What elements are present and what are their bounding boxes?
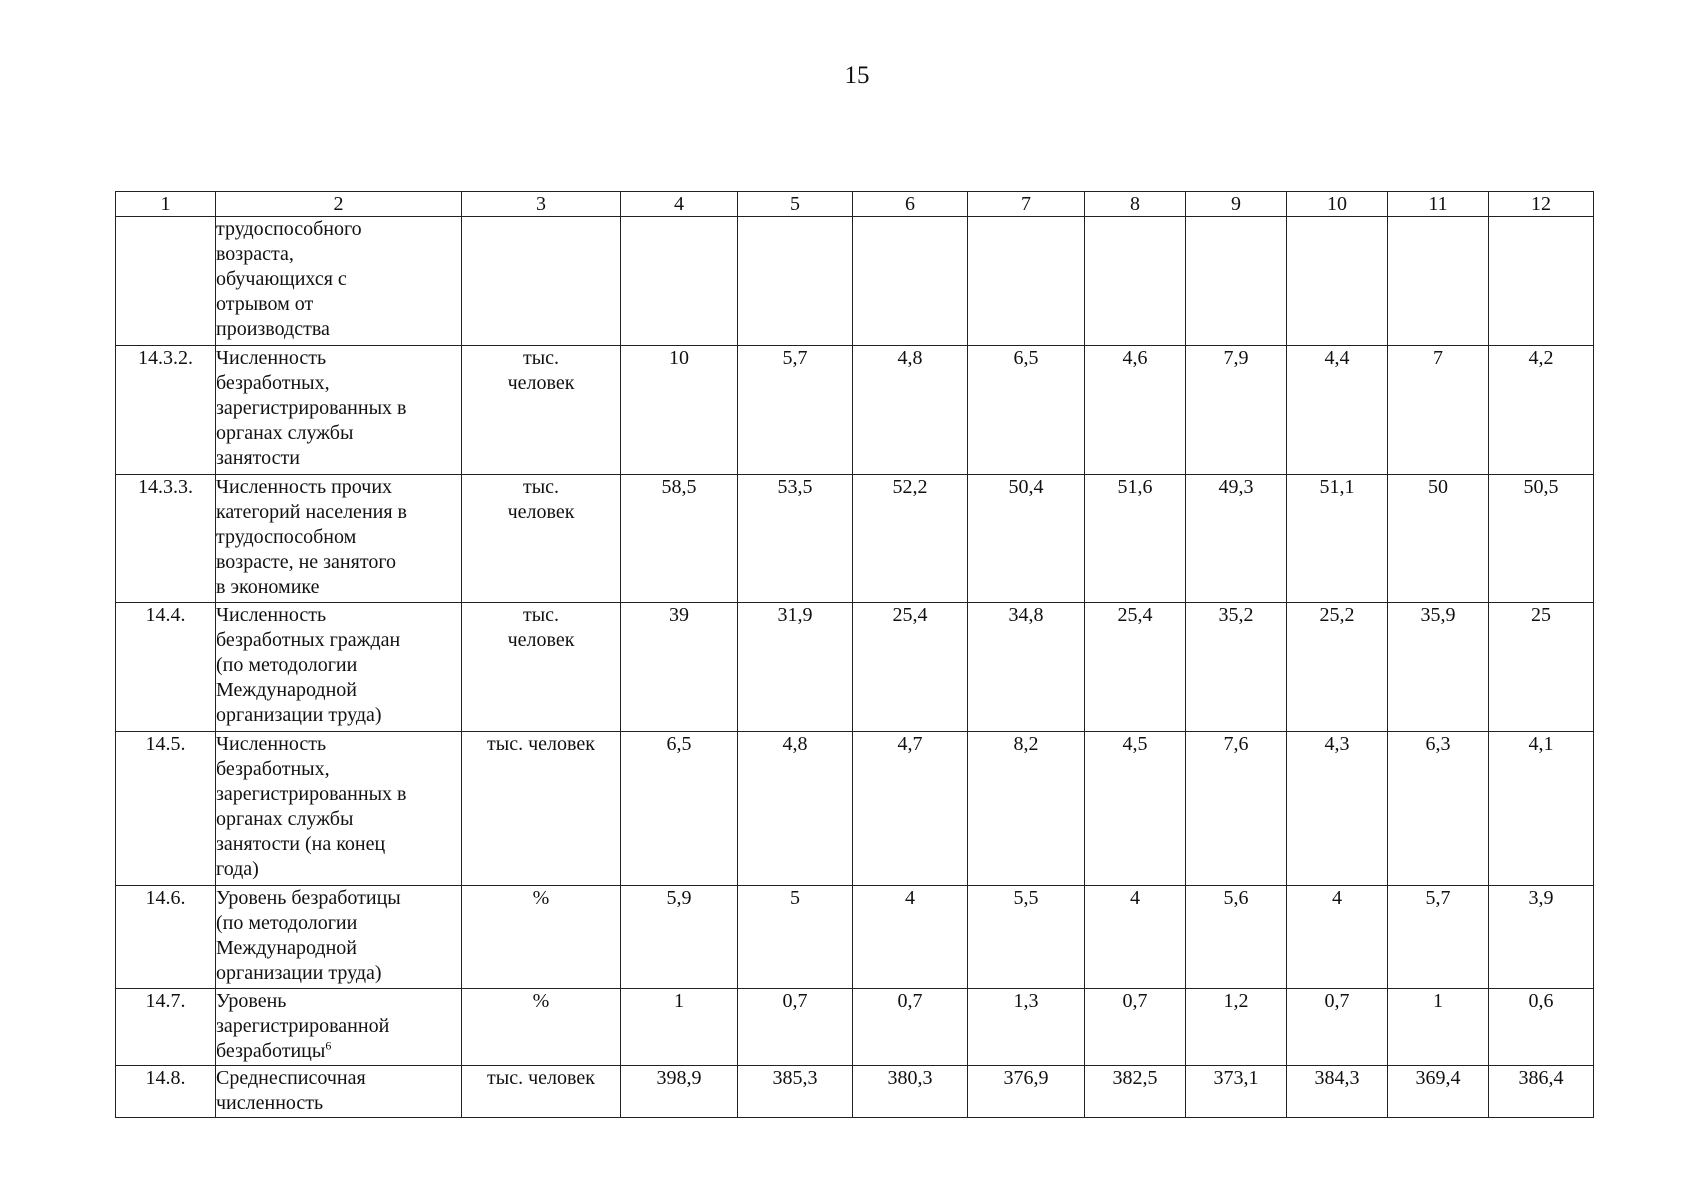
value-cell: 5,7: [738, 346, 853, 475]
column-header: 11: [1388, 192, 1489, 217]
indicator-name-line: [216, 782, 461, 807]
indicator-name-line: [216, 886, 461, 911]
value-cell: 4: [853, 886, 968, 989]
indicator-name-text: Международной: [216, 679, 357, 701]
indicator-name-text: года): [216, 858, 259, 880]
indicator-name-line: [216, 242, 461, 267]
column-header: 5: [738, 192, 853, 217]
value-cell: 39: [621, 603, 738, 732]
indicator-name-line: [216, 475, 461, 500]
value-cell: [1388, 217, 1489, 346]
unit-line: %: [532, 887, 550, 909]
value-cell: 25,4: [853, 603, 968, 732]
indicator-name-text: (по методологии: [216, 654, 358, 676]
value-cell: 376,9: [968, 1066, 1085, 1118]
indicator-name-text: Численность: [216, 733, 327, 755]
indicator-name-line: [216, 421, 461, 446]
value-cell: 25,4: [1085, 603, 1186, 732]
value-cell: [621, 217, 738, 346]
value-cell: 373,1: [1186, 1066, 1287, 1118]
value-cell: 398,9: [621, 1066, 738, 1118]
footnote-marker: 6: [325, 1038, 332, 1053]
indicator-name-line: [216, 1039, 461, 1064]
indicator-name-line: [216, 267, 461, 292]
value-cell: 4,4: [1287, 346, 1388, 475]
indicator-name-text: занятости (на конец: [216, 833, 386, 855]
value-cell: 31,9: [738, 603, 853, 732]
value-cell: 0,6: [1489, 989, 1594, 1066]
indicator-name-text: Численность: [216, 347, 327, 369]
indicator-name-text: обучающихся с: [216, 268, 347, 290]
value-cell: 7,6: [1186, 732, 1287, 886]
value-cell: 58,5: [621, 475, 738, 603]
unit-line: тыс.: [522, 604, 560, 626]
indicator-name-line: [216, 575, 461, 600]
value-cell: 1: [1388, 989, 1489, 1066]
value-cell: 49,3: [1186, 475, 1287, 603]
indicator-name: [216, 886, 462, 989]
value-cell: [853, 217, 968, 346]
indicator-name-line: [216, 500, 461, 525]
indicator-name-line: [216, 550, 461, 575]
indicator-name-text: возраста,: [216, 243, 294, 265]
indicator-name-line: [216, 292, 461, 317]
indicator-name-line: [216, 396, 461, 421]
column-header: 1: [116, 192, 216, 217]
value-cell: 4,6: [1085, 346, 1186, 475]
unit-of-measure: [462, 989, 621, 1066]
value-cell: 5,5: [968, 886, 1085, 989]
value-cell: 0,7: [738, 989, 853, 1066]
indicator-name: [216, 1066, 462, 1118]
table-row: [116, 475, 1594, 603]
value-cell: 7,9: [1186, 346, 1287, 475]
unit-line: человек: [507, 501, 575, 523]
value-cell: 384,3: [1287, 1066, 1388, 1118]
column-header: 12: [1489, 192, 1594, 217]
column-header: 7: [968, 192, 1085, 217]
indicator-name-text: органах службы: [216, 422, 354, 444]
indicator-name-line: [216, 703, 461, 728]
column-header: 4: [621, 192, 738, 217]
indicator-name-text: категорий населения в: [216, 501, 407, 523]
indicator-name-line: [216, 371, 461, 396]
table-row: [116, 603, 1594, 732]
unit-of-measure: [462, 475, 621, 603]
indicator-name-text: зарегистрированной: [216, 1015, 390, 1037]
unit-line: тыс. человек: [487, 1067, 595, 1089]
value-cell: [1287, 217, 1388, 346]
indicator-name-line: [216, 1091, 461, 1116]
indicator-name-text: безработных,: [216, 372, 330, 394]
column-header: 8: [1085, 192, 1186, 217]
unit-of-measure: [462, 886, 621, 989]
indicator-name: [216, 732, 462, 886]
value-cell: 4: [1287, 886, 1388, 989]
value-cell: 6,5: [968, 346, 1085, 475]
indicator-name-text: зарегистрированных в: [216, 397, 407, 419]
value-cell: 50,4: [968, 475, 1085, 603]
column-header: 9: [1186, 192, 1287, 217]
indicator-name-line: [216, 911, 461, 936]
indicator-name-text: органах службы: [216, 808, 354, 830]
value-cell: 0,7: [853, 989, 968, 1066]
value-cell: 25: [1489, 603, 1594, 732]
indicator-name-text: Международной: [216, 937, 357, 959]
indicator-name-line: [216, 989, 461, 1014]
row-number: 14.3.2.: [116, 346, 216, 475]
indicator-name-line: [216, 346, 461, 371]
table-body: [116, 217, 1594, 1118]
value-cell: 6,3: [1388, 732, 1489, 886]
value-cell: 380,3: [853, 1066, 968, 1118]
row-number: [116, 217, 216, 346]
value-cell: [738, 217, 853, 346]
unit-line: %: [532, 990, 550, 1012]
indicator-name-text: Среднесписочная: [216, 1067, 366, 1089]
indicator-name: [216, 346, 462, 475]
value-cell: [1085, 217, 1186, 346]
indicator-name-text: трудоспособного: [216, 218, 362, 240]
value-cell: 0,7: [1085, 989, 1186, 1066]
indicator-name: [216, 989, 462, 1066]
unit-of-measure: [462, 1066, 621, 1118]
value-cell: 369,4: [1388, 1066, 1489, 1118]
value-cell: 5,6: [1186, 886, 1287, 989]
value-cell: 5,9: [621, 886, 738, 989]
value-cell: [1489, 217, 1594, 346]
unit-of-measure: [462, 346, 621, 475]
indicator-name-text: Численность: [216, 604, 327, 626]
value-cell: 5,7: [1388, 886, 1489, 989]
indicator-name-text: возрасте, не занятого: [216, 551, 397, 573]
unit-line: человек: [507, 629, 575, 651]
indicator-name-text: безработных,: [216, 758, 330, 780]
value-cell: 51,1: [1287, 475, 1388, 603]
indicator-name-text: занятости: [216, 447, 300, 469]
row-number: 14.3.3.: [116, 475, 216, 603]
indicator-name-line: [216, 1066, 461, 1091]
unit-of-measure: [462, 217, 621, 346]
value-cell: 35,2: [1186, 603, 1287, 732]
value-cell: 5: [738, 886, 853, 989]
value-cell: 382,5: [1085, 1066, 1186, 1118]
value-cell: 4,7: [853, 732, 968, 886]
indicator-name-text: в экономике: [216, 576, 320, 598]
value-cell: 1,3: [968, 989, 1085, 1066]
indicator-name-text: зарегистрированных в: [216, 783, 407, 805]
table-row: [116, 217, 1594, 346]
value-cell: 4,2: [1489, 346, 1594, 475]
indicator-name-line: [216, 525, 461, 550]
indicator-name-text: производства: [216, 318, 330, 340]
indicator-name-line: [216, 628, 461, 653]
indicator-name-text: (по методологии: [216, 912, 358, 934]
indicator-name-line: [216, 732, 461, 757]
column-header: 2: [216, 192, 462, 217]
indicator-name-line: [216, 936, 461, 961]
indicator-name-line: [216, 678, 461, 703]
unit-line: тыс.: [522, 347, 560, 369]
column-header: 3: [462, 192, 621, 217]
value-cell: 50,5: [1489, 475, 1594, 603]
indicator-name-text: организации труда): [216, 962, 382, 984]
table-row: [116, 886, 1594, 989]
column-header: 10: [1287, 192, 1388, 217]
value-cell: 6,5: [621, 732, 738, 886]
indicator-name-text: отрывом от: [216, 293, 314, 315]
indicator-name-line: [216, 832, 461, 857]
unit-of-measure: [462, 603, 621, 732]
unit-line: человек: [507, 372, 575, 394]
value-cell: 4,3: [1287, 732, 1388, 886]
column-header: 6: [853, 192, 968, 217]
row-number: 14.7.: [116, 989, 216, 1066]
indicator-name-line: [216, 807, 461, 832]
unit-of-measure: [462, 732, 621, 886]
value-cell: 51,6: [1085, 475, 1186, 603]
page-number: 15: [844, 62, 870, 89]
data-table: [115, 191, 1594, 1118]
value-cell: 25,2: [1287, 603, 1388, 732]
unit-line: тыс.: [522, 476, 560, 498]
indicator-name-line: [216, 961, 461, 986]
value-cell: 4,5: [1085, 732, 1186, 886]
indicator-name: [216, 475, 462, 603]
value-cell: 50: [1388, 475, 1489, 603]
row-number: 14.4.: [116, 603, 216, 732]
table-row: [116, 732, 1594, 886]
indicator-name-line: [216, 317, 461, 342]
value-cell: 4,1: [1489, 732, 1594, 886]
value-cell: 385,3: [738, 1066, 853, 1118]
indicator-name-text: организации труда): [216, 704, 382, 726]
value-cell: 386,4: [1489, 1066, 1594, 1118]
row-number: 14.5.: [116, 732, 216, 886]
unit-line: тыс. человек: [487, 733, 595, 755]
indicator-name-text: численность: [216, 1092, 324, 1114]
value-cell: 10: [621, 346, 738, 475]
indicator-name-line: [216, 653, 461, 678]
value-cell: 35,9: [1388, 603, 1489, 732]
value-cell: 4,8: [853, 346, 968, 475]
indicator-name-text: Уровень: [216, 990, 287, 1012]
row-number: 14.6.: [116, 886, 216, 989]
indicator-name-text: Численность прочих: [216, 476, 393, 498]
value-cell: 0,7: [1287, 989, 1388, 1066]
value-cell: 4,8: [738, 732, 853, 886]
value-cell: 34,8: [968, 603, 1085, 732]
value-cell: 1,2: [1186, 989, 1287, 1066]
table-row: [116, 989, 1594, 1066]
indicator-name-line: [216, 857, 461, 882]
value-cell: 1: [621, 989, 738, 1066]
indicator-name-text: безработицы: [216, 1040, 326, 1062]
column-number-row: [116, 192, 1594, 217]
indicator-name-text: безработных граждан: [216, 629, 401, 651]
indicator-name-line: [216, 1014, 461, 1039]
value-cell: 52,2: [853, 475, 968, 603]
value-cell: 4: [1085, 886, 1186, 989]
value-cell: 8,2: [968, 732, 1085, 886]
indicator-name: [216, 603, 462, 732]
value-cell: 7: [1388, 346, 1489, 475]
row-number: 14.8.: [116, 1066, 216, 1118]
value-cell: [1186, 217, 1287, 346]
value-cell: [968, 217, 1085, 346]
indicator-name-line: [216, 603, 461, 628]
indicator-name-line: [216, 217, 461, 242]
value-cell: 3,9: [1489, 886, 1594, 989]
indicator-name-text: Уровень безработицы: [216, 887, 401, 909]
value-cell: 53,5: [738, 475, 853, 603]
table-row: [116, 346, 1594, 475]
table-row: [116, 1066, 1594, 1118]
indicator-name: [216, 217, 462, 346]
indicator-name-text: трудоспособном: [216, 526, 357, 548]
indicator-name-line: [216, 446, 461, 471]
indicator-name-line: [216, 757, 461, 782]
